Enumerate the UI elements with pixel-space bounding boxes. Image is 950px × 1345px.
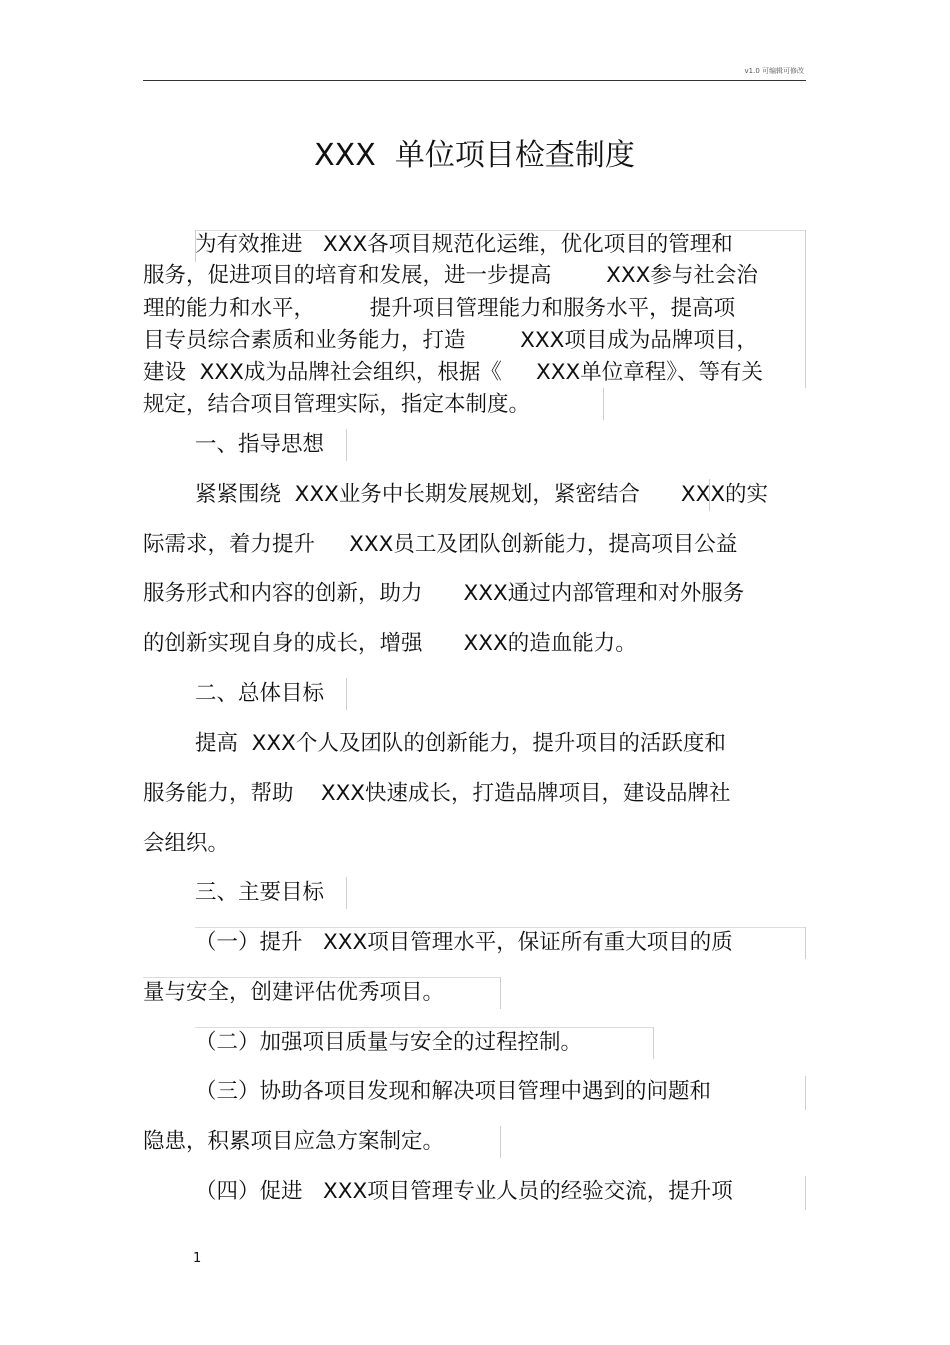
textbox-edge xyxy=(346,877,347,909)
paragraph-line: 服务形式和内容的创新，助力 XXX通过内部管理和对外服务 xyxy=(143,581,745,606)
page-number: 1 xyxy=(193,1251,202,1266)
paragraph-line: 提高 XXX个人及团队的创新能力，提升项目的活跃度和 xyxy=(195,731,726,756)
paragraph-line: 隐患，积累项目应急方案制定。 xyxy=(143,1129,445,1154)
section-heading: 三、主要目标 xyxy=(195,880,325,905)
textbox-edge xyxy=(195,230,196,262)
paragraph-line: 会组织。 xyxy=(143,831,230,856)
textbox-edge xyxy=(603,388,604,420)
paragraph-line: 量与安全，创建评估优秀项目。 xyxy=(143,980,445,1005)
textbox-edge xyxy=(805,1076,806,1110)
textbox-edge xyxy=(500,977,501,1009)
paragraph-line: 目专员综合素质和业务能力，打造 XXX项目成为品牌项目， xyxy=(143,328,758,353)
paragraph-line: 建设 XXX成为品牌社会组织，根据《 XXX单位章程》、等有关 xyxy=(143,360,763,385)
textbox-edge xyxy=(143,977,500,978)
textbox-edge xyxy=(195,230,805,231)
paragraph-line: （三）协助各项目发现和解决项目管理中遇到的问题和 xyxy=(195,1079,712,1104)
paragraph-line: （一）提升 XXX项目管理水平，保证所有重大项目的质 xyxy=(195,930,733,955)
textbox-edge xyxy=(195,927,805,928)
document-version-note: v1.0 可编辑可修改 xyxy=(744,67,804,75)
section-heading: 二、总体目标 xyxy=(195,681,325,706)
textbox-edge xyxy=(346,429,347,461)
paragraph-line: 服务能力，帮助 XXX快速成长，打造品牌项目，建设品牌社 xyxy=(143,781,731,806)
textbox-edge xyxy=(805,230,806,388)
document-title: XXX 单位项目检查制度 xyxy=(314,138,635,173)
textbox-edge xyxy=(653,1027,654,1059)
textbox-edge xyxy=(805,1176,806,1210)
paragraph-line: 服务，促进项目的培育和发展，进一步提高 XXX参与社会治 xyxy=(143,263,758,288)
paragraph-line: 理的能力和水平， 提升项目管理能力和服务水平，提高项 xyxy=(143,296,736,321)
paragraph-line: （二）加强项目质量与安全的过程控制。 xyxy=(195,1030,583,1055)
textbox-edge xyxy=(195,1027,653,1028)
header-divider xyxy=(143,80,806,81)
paragraph-line: （四）促进 XXX项目管理专业人员的经验交流，提升项 xyxy=(195,1179,733,1204)
textbox-edge xyxy=(346,678,347,710)
section-heading: 一、指导思想 xyxy=(195,432,325,457)
textbox-edge xyxy=(805,927,806,959)
paragraph-line: 规定，结合项目管理实际，指定本制度。 xyxy=(143,392,531,417)
paragraph-line: 际需求，着力提升 XXX员工及团队创新能力，提高项目公益 xyxy=(143,532,738,557)
paragraph-line: 为有效推进 XXX各项目规范化运维，优化项目的管理和 xyxy=(195,232,733,257)
paragraph-line: 的创新实现自身的成长，增强 XXX的造血能力。 xyxy=(143,631,637,656)
textbox-edge xyxy=(500,1126,501,1158)
textbox-edge xyxy=(709,479,710,511)
paragraph-line: 紧紧围绕 XXX业务中长期发展规划，紧密结合 XXX的实 xyxy=(195,482,769,507)
